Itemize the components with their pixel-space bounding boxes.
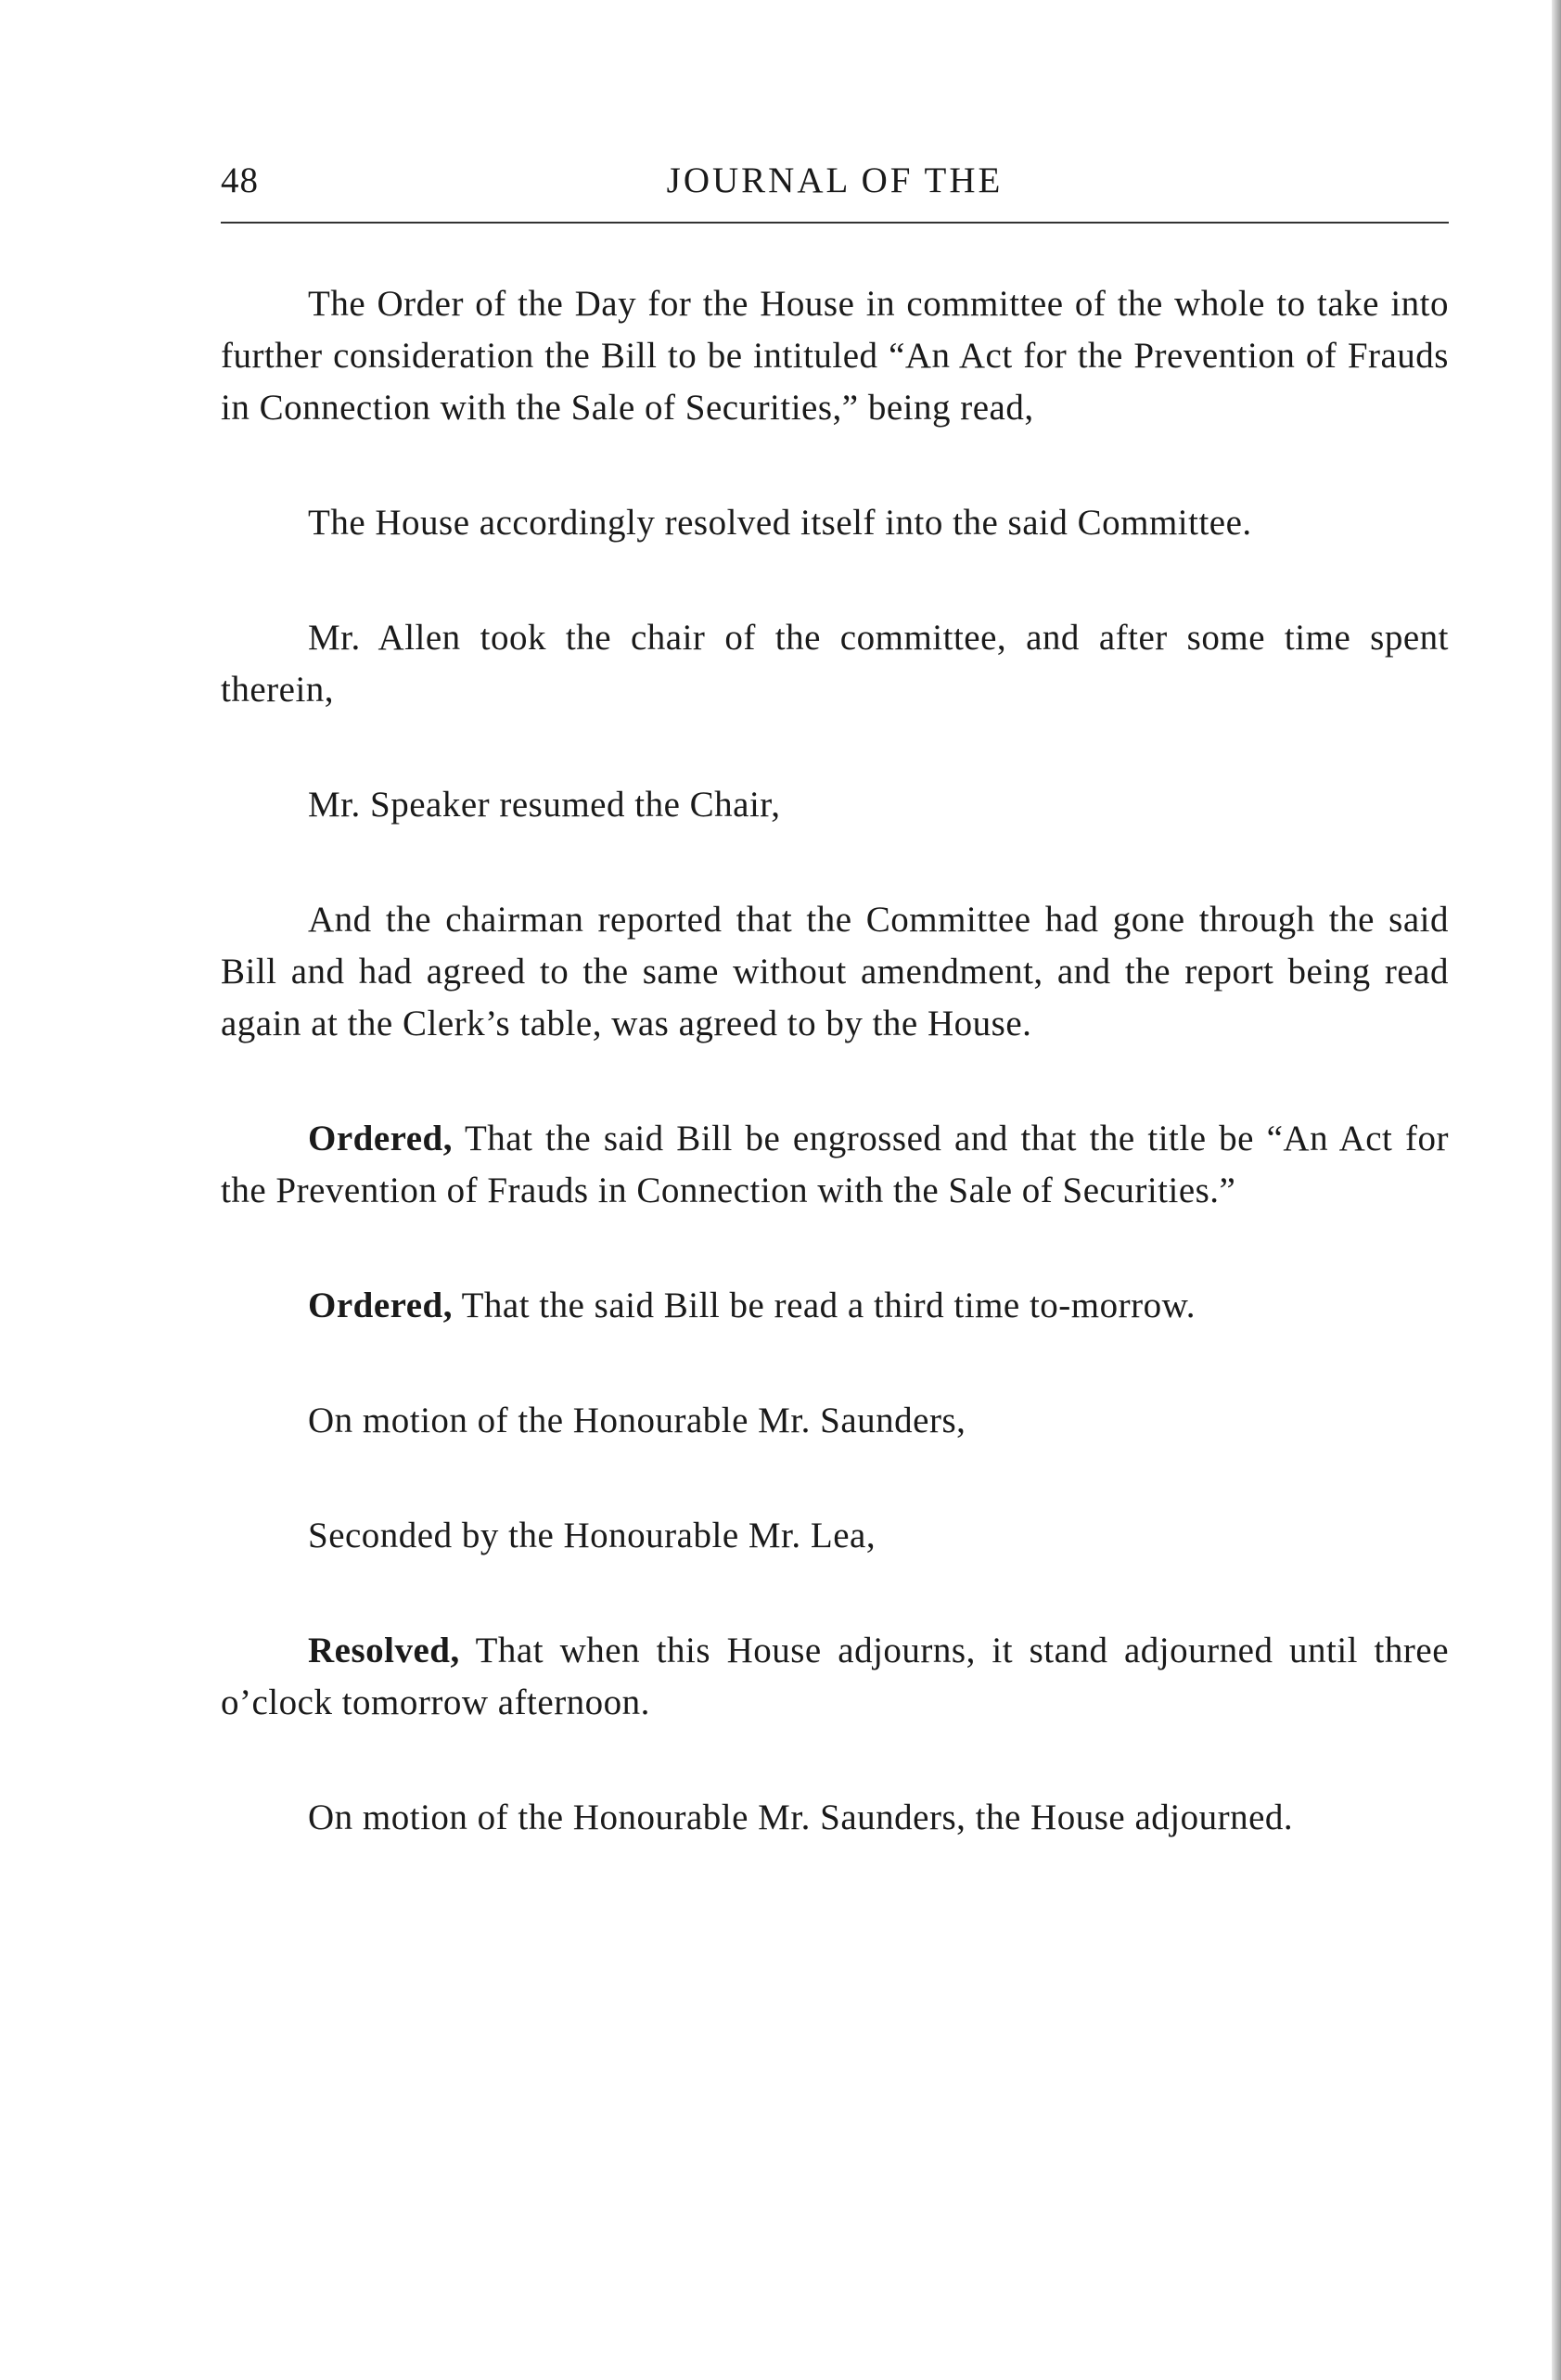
paragraph-allen-chair xyxy=(221,612,1449,716)
paragraph-chairman-reported xyxy=(221,894,1449,1050)
paragraph-text: That the said Bill be engrossed and that the title be “An Act for the Prevention of Frauds in Connection with the Sale of Securities.” xyxy=(221,1119,1450,1210)
paragraph-text: On motion of the Honourable Mr. Saunders, the House adjourned. xyxy=(308,1798,1294,1837)
paragraph-order-of-the-day xyxy=(221,278,1449,434)
paragraph-keyword: Ordered, xyxy=(308,1119,454,1158)
paragraph-text: That the said Bill be read a third time to-morrow. xyxy=(461,1286,1196,1325)
paragraph-text: Seconded by the Honourable Mr. Lea, xyxy=(308,1516,876,1555)
paragraph-ordered-engrossed xyxy=(221,1113,1449,1217)
paragraph-keyword: Resolved, xyxy=(308,1631,460,1670)
paragraph-text: Mr. Speaker resumed the Chair, xyxy=(308,785,781,825)
paragraph-text: The House accordingly resolved itself into the said Committee. xyxy=(308,503,1252,543)
paragraph-keyword: Ordered, xyxy=(308,1286,454,1325)
journal-body xyxy=(221,278,1449,1844)
journal-page xyxy=(221,0,1450,1837)
paragraph-text: The Order of the Day for the House in committee of the whole to take into further consideration the Bill to be intituled “An Act for the Prevention of Frauds in Connection with the Sale of Securities,” being read, xyxy=(221,284,1449,428)
page-number: 48 xyxy=(221,160,259,200)
paragraph-speaker-resumed xyxy=(221,779,1449,831)
paragraph-text: And the chairman reported that the Committee had gone through the said Bill and had agreed to the same without amendment, and the report being read again at the Clerk’s table, was agreed to by the House. xyxy=(221,900,1449,1043)
paragraph-motion-saunders xyxy=(221,1395,1449,1447)
running-head: JOURNAL OF THE xyxy=(666,160,1004,200)
paragraph-ordered-third-reading xyxy=(221,1280,1449,1332)
paragraph-text: That when this House adjourns, it stand adjourned until three o’clock tomorrow afternoon. xyxy=(221,1631,1450,1722)
paragraph-text: Mr. Allen took the chair of the committee, and after some time spent therein, xyxy=(221,618,1449,710)
paragraph-seconded-lea xyxy=(221,1510,1449,1562)
paragraph-resolved-adjourn xyxy=(221,1625,1449,1729)
paragraph-committee-resolved xyxy=(221,497,1449,549)
page-edge-shadow xyxy=(1552,0,1561,2380)
page-header xyxy=(221,0,1449,213)
paragraph-house-adjourned xyxy=(221,1792,1449,1844)
paragraph-text: On motion of the Honourable Mr. Saunders, xyxy=(308,1401,966,1440)
header-rule xyxy=(221,222,1449,224)
